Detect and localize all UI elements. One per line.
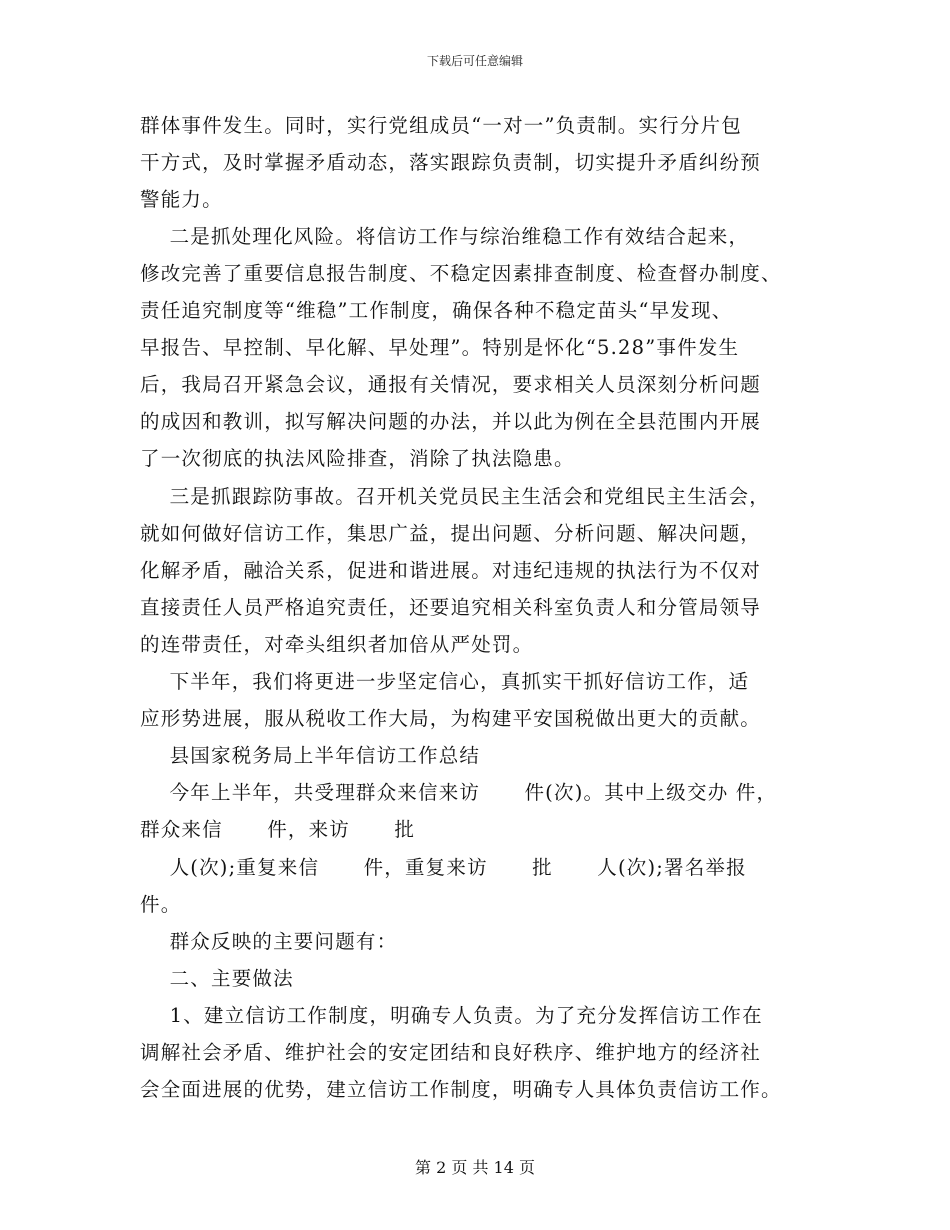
text-line: 修改完善了重要信息报告制度、不稳定因素排查制度、检查督办制度、 [140, 262, 782, 285]
text-line: 件。 [140, 893, 182, 916]
text-line: 二、主要做法 [140, 967, 294, 990]
text-line: 早报告、早控制、早化解、早处理”。特别是怀化“5.28”事件发生 [140, 336, 740, 359]
page-header: 下载后可任意编辑 [426, 54, 523, 68]
text-line: 群众来信 件，来访 批 [140, 818, 416, 841]
text-line: 直接责任人员严格追究责任，还要追究相关科室负责人和分管局领导 [140, 596, 762, 619]
text-line: 就如何做好信访工作，集思广益，提出问题、分析问题、解决问题， [140, 522, 762, 545]
text-line: 1、建立信访工作制度，明确专人负责。为了充分发挥信访工作在 [140, 1004, 763, 1027]
text-line: 应形势进展，服从税收工作大局，为构建平安国税做出更大的贡献。 [140, 707, 762, 730]
text-line: 群众反映的主要问题有： [140, 930, 398, 953]
page-footer: 第 2 页 共 14 页 [415, 1158, 535, 1177]
text-line: 后，我局召开紧急会议，通报有关情况，要求相关人员深刻分析问题 [140, 373, 762, 396]
text-line: 县国家税务局上半年信访工作总结 [140, 744, 481, 767]
text-line: 的成因和教训，拟写解决问题的办法，并以此为例在全县范围内开展 [140, 410, 762, 433]
text-line: 调解社会矛盾、维护社会的安定团结和良好秩序、维护地方的经济社 [140, 1041, 762, 1064]
text-line: 二是抓处理化风险。将信访工作与综治维稳工作有效结合起来， [140, 225, 750, 248]
text-line: 下半年，我们将更进一步坚定信心，真抓实干抓好信访工作，适 [140, 670, 750, 693]
text-line: 三是抓跟踪防事故。召开机关党员民主生活会和党组民主生活会， [140, 485, 770, 508]
text-line: 会全面进展的优势，建立信访工作制度，明确专人具体负责信访工作。 [140, 1078, 782, 1101]
text-line: 警能力。 [140, 188, 223, 211]
text-line: 人(次);重复来信 件，重复来访 批 人(次);署名举报 [140, 856, 747, 879]
text-line: 干方式，及时掌握矛盾动态，落实跟踪负责制，切实提升矛盾纠纷预 [140, 151, 762, 174]
text-line: 责任追究制度等“维稳”工作制度，确保各种不稳定苗头“早发现、 [140, 299, 733, 322]
text-line: 了一次彻底的执法风险排查，消除了执法隐患。 [140, 447, 575, 470]
text-line: 群体事件发生。同时，实行党组成员“一对一”负责制。实行分片包 [140, 114, 742, 137]
text-line: 的连带责任，对牵头组织者加倍从严处罚。 [140, 633, 534, 656]
text-line: 化解矛盾，融洽关系，促进和谐进展。对违纪违规的执法行为不仅对 [140, 559, 762, 582]
text-line: 今年上半年，共受理群众来信来访 件(次)。其中上级交办 件， [140, 781, 778, 804]
